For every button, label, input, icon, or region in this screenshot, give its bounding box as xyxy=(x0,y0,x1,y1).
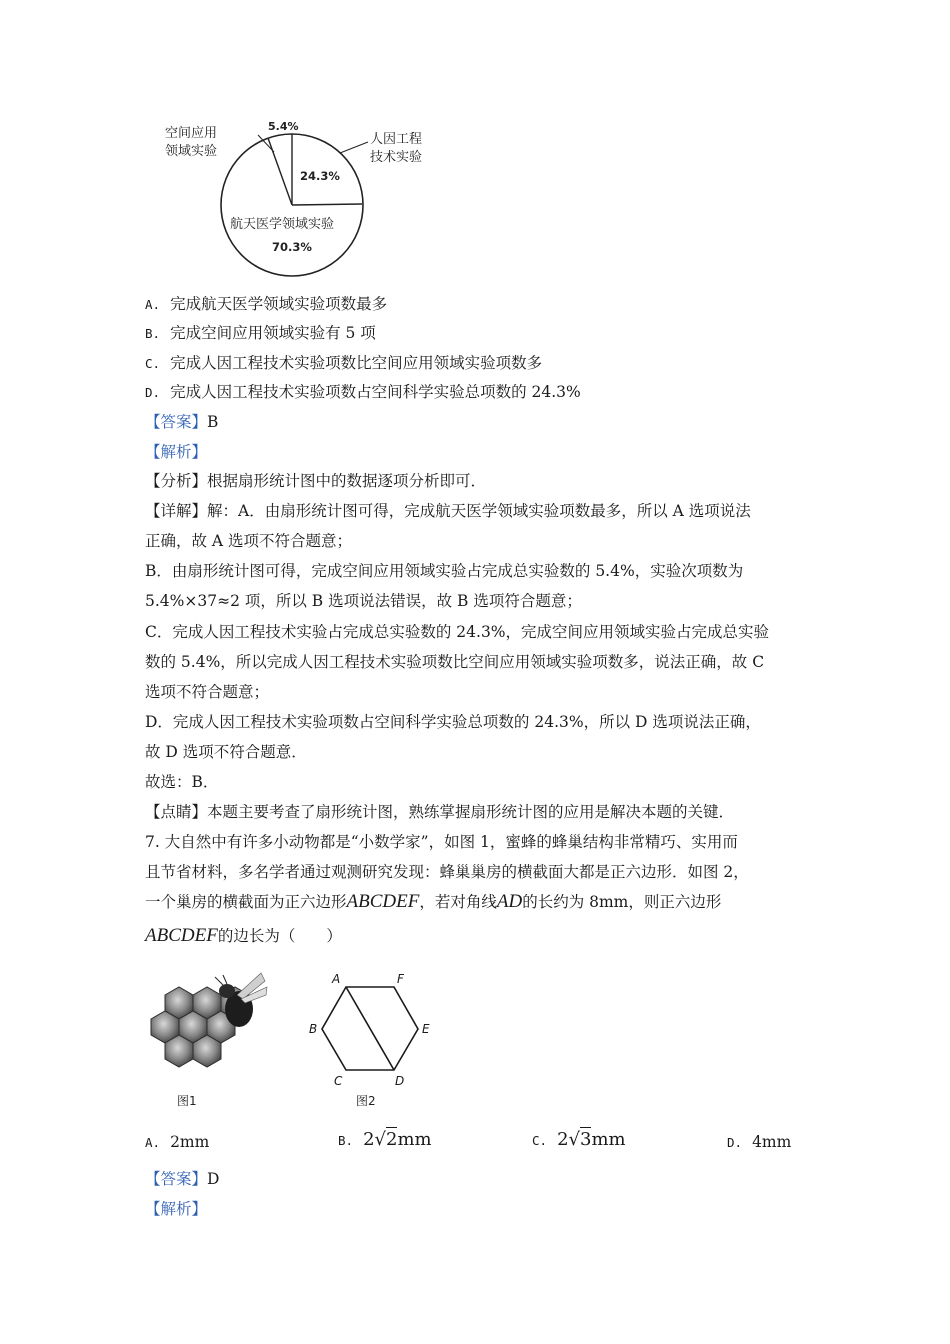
q6-line-5: C．完成人因工程技术实验占完成总实验数的 24.3%，完成空间应用领域实验占完成总实验 xyxy=(145,623,770,641)
diagonal-ad xyxy=(346,987,394,1070)
q6-line-1: 【详解】解：A．由扇形统计图可得，完成航天医学领域实验项数最多，所以 A 选项说法 xyxy=(145,502,751,520)
slice-label-human-2: 技术实验 xyxy=(370,150,423,165)
slice-label-space-2: 领域实验 xyxy=(165,144,218,159)
math-hexagon-name: ABCDEF xyxy=(346,891,420,912)
q6-line-4: 5.4%×37≈2 项，所以 B 选项说法错误，故 B 选项符合题意； xyxy=(145,592,582,610)
option-text: 完成空间应用领域实验有 5 项 xyxy=(170,324,376,342)
pie-chart-figure xyxy=(150,110,450,285)
honeycomb-bee-image xyxy=(145,965,270,1110)
q7-line-3-b: ，若对角线 xyxy=(419,893,497,911)
option-letter: C. xyxy=(145,356,161,371)
answer-value: B xyxy=(207,413,219,431)
option-letter: C. xyxy=(532,1133,548,1148)
q6-option-c xyxy=(145,353,542,374)
q7-line-3 xyxy=(145,892,721,912)
figure-1-caption: 图1 xyxy=(177,1094,197,1108)
radicand: 2 xyxy=(386,1129,398,1150)
option-unit: mm xyxy=(591,1129,626,1150)
figure-2-caption: 图2 xyxy=(356,1094,376,1108)
q6-option-a xyxy=(145,294,387,315)
q7-analysis-tag: 【解析】 xyxy=(145,1200,208,1218)
vertex-label-c: C xyxy=(334,1074,343,1088)
figure-2-hexagon xyxy=(300,965,440,1110)
sqrt-sign: √ xyxy=(374,1129,386,1150)
option-value: 2mm xyxy=(170,1133,210,1151)
option-letter: B. xyxy=(338,1133,354,1148)
figure-1-honeycomb xyxy=(145,965,270,1110)
q7-option-a xyxy=(145,1133,209,1151)
option-letter: D. xyxy=(727,1135,743,1150)
vertex-label-e: E xyxy=(422,1022,430,1036)
q6-line-8: D．完成人因工程技术实验项数占空间科学实验总项数的 24.3%，所以 D 选项说法正确， xyxy=(145,713,761,731)
q6-line-9: 故 D 选项不符合题意． xyxy=(145,743,307,761)
q7-line-1: 7. 大自然中有许多小动物都是“小数学家”，如图 1，蜜蜂的蜂巢结构非常精巧、实用而 xyxy=(145,833,738,851)
answer-tag: 【答案】 xyxy=(145,413,208,431)
option-letter: A. xyxy=(145,297,161,312)
answer-value: D xyxy=(207,1170,220,1188)
option-text: 完成人因工程技术实验项数比空间应用领域实验项数多 xyxy=(170,354,543,372)
q6-analysis-tag: 【解析】 xyxy=(145,443,208,461)
q6-line-2: 正确，故 A 选项不符合题意； xyxy=(145,532,353,550)
pie-chart xyxy=(150,110,450,285)
option-letter: D. xyxy=(145,385,161,400)
pie-divider-human xyxy=(292,204,362,205)
q6-line-10: 故选：B． xyxy=(145,773,219,791)
option-letter: A. xyxy=(145,1135,161,1150)
math-diagonal-name: AD xyxy=(496,891,523,912)
option-coef: 2 xyxy=(363,1129,375,1150)
option-text: 完成航天医学领域实验项数最多 xyxy=(170,295,388,313)
q6-line-0: 【分析】根据扇形统计图中的数据逐项分析即可． xyxy=(145,472,487,490)
q6-option-d xyxy=(145,382,581,403)
q6-line-3: B．由扇形统计图可得，完成空间应用领域实验占完成总实验数的 5.4%，实验次项数为 xyxy=(145,562,744,580)
q7-option-d xyxy=(727,1133,791,1151)
q7-option-c xyxy=(532,1129,626,1150)
slice-value-medical: 70.3% xyxy=(272,240,312,254)
slice-label-space-1: 空间应用 xyxy=(165,126,218,141)
option-value: 4mm xyxy=(752,1133,792,1151)
q7-line-3-c: 的长约为 8mm，则正六边形 xyxy=(522,893,722,911)
sqrt-sign: √ xyxy=(568,1129,580,1150)
pie-divider-space xyxy=(268,138,292,205)
option-unit: mm xyxy=(397,1129,432,1150)
q6-option-b xyxy=(145,323,376,344)
q7-option-b xyxy=(338,1129,432,1150)
q6-line-11: 【点睛】本题主要考查了扇形统计图，熟练掌握扇形统计图的应用是解决本题的关键． xyxy=(145,803,735,821)
radicand: 3 xyxy=(580,1129,592,1150)
slice-label-human-1: 人因工程 xyxy=(370,132,423,147)
math-hexagon-name-2: ABCDEF xyxy=(145,925,218,946)
q7-line-3-a: 一个巢房的横截面为正六边形 xyxy=(145,893,347,911)
q7-line-4 xyxy=(145,926,342,946)
slice-label-medical: 航天医学领域实验 xyxy=(230,217,335,232)
option-coef: 2 xyxy=(557,1129,569,1150)
answer-tag: 【答案】 xyxy=(145,1170,208,1188)
q6-answer xyxy=(145,412,218,432)
slice-value-human: 24.3% xyxy=(300,169,340,183)
leader-line-human xyxy=(340,142,368,153)
option-text: 完成人因工程技术实验项数占空间科学实验总项数的 24.3% xyxy=(170,383,581,401)
q6-line-7: 选项不符合题意； xyxy=(145,683,270,701)
vertex-label-a: A xyxy=(332,972,341,986)
q6-line-6: 数的 5.4%，所以完成人因工程技术实验项数比空间应用领域实验项数多，说法正确，故 C xyxy=(145,653,765,671)
q7-line-2: 且节省材料，多名学者通过观测研究发现：蜂巢巢房的横截面大都是正六边形．如图 2， xyxy=(145,863,749,881)
vertex-label-f: F xyxy=(397,972,404,986)
slice-value-space: 5.4% xyxy=(268,120,299,133)
q7-line-4-b: 的边长为（ ） xyxy=(217,927,342,945)
option-letter: B. xyxy=(145,326,161,341)
hexagon-diagram xyxy=(300,965,440,1110)
vertex-label-d: D xyxy=(395,1074,405,1088)
vertex-label-b: B xyxy=(309,1022,318,1036)
q7-answer xyxy=(145,1169,219,1189)
